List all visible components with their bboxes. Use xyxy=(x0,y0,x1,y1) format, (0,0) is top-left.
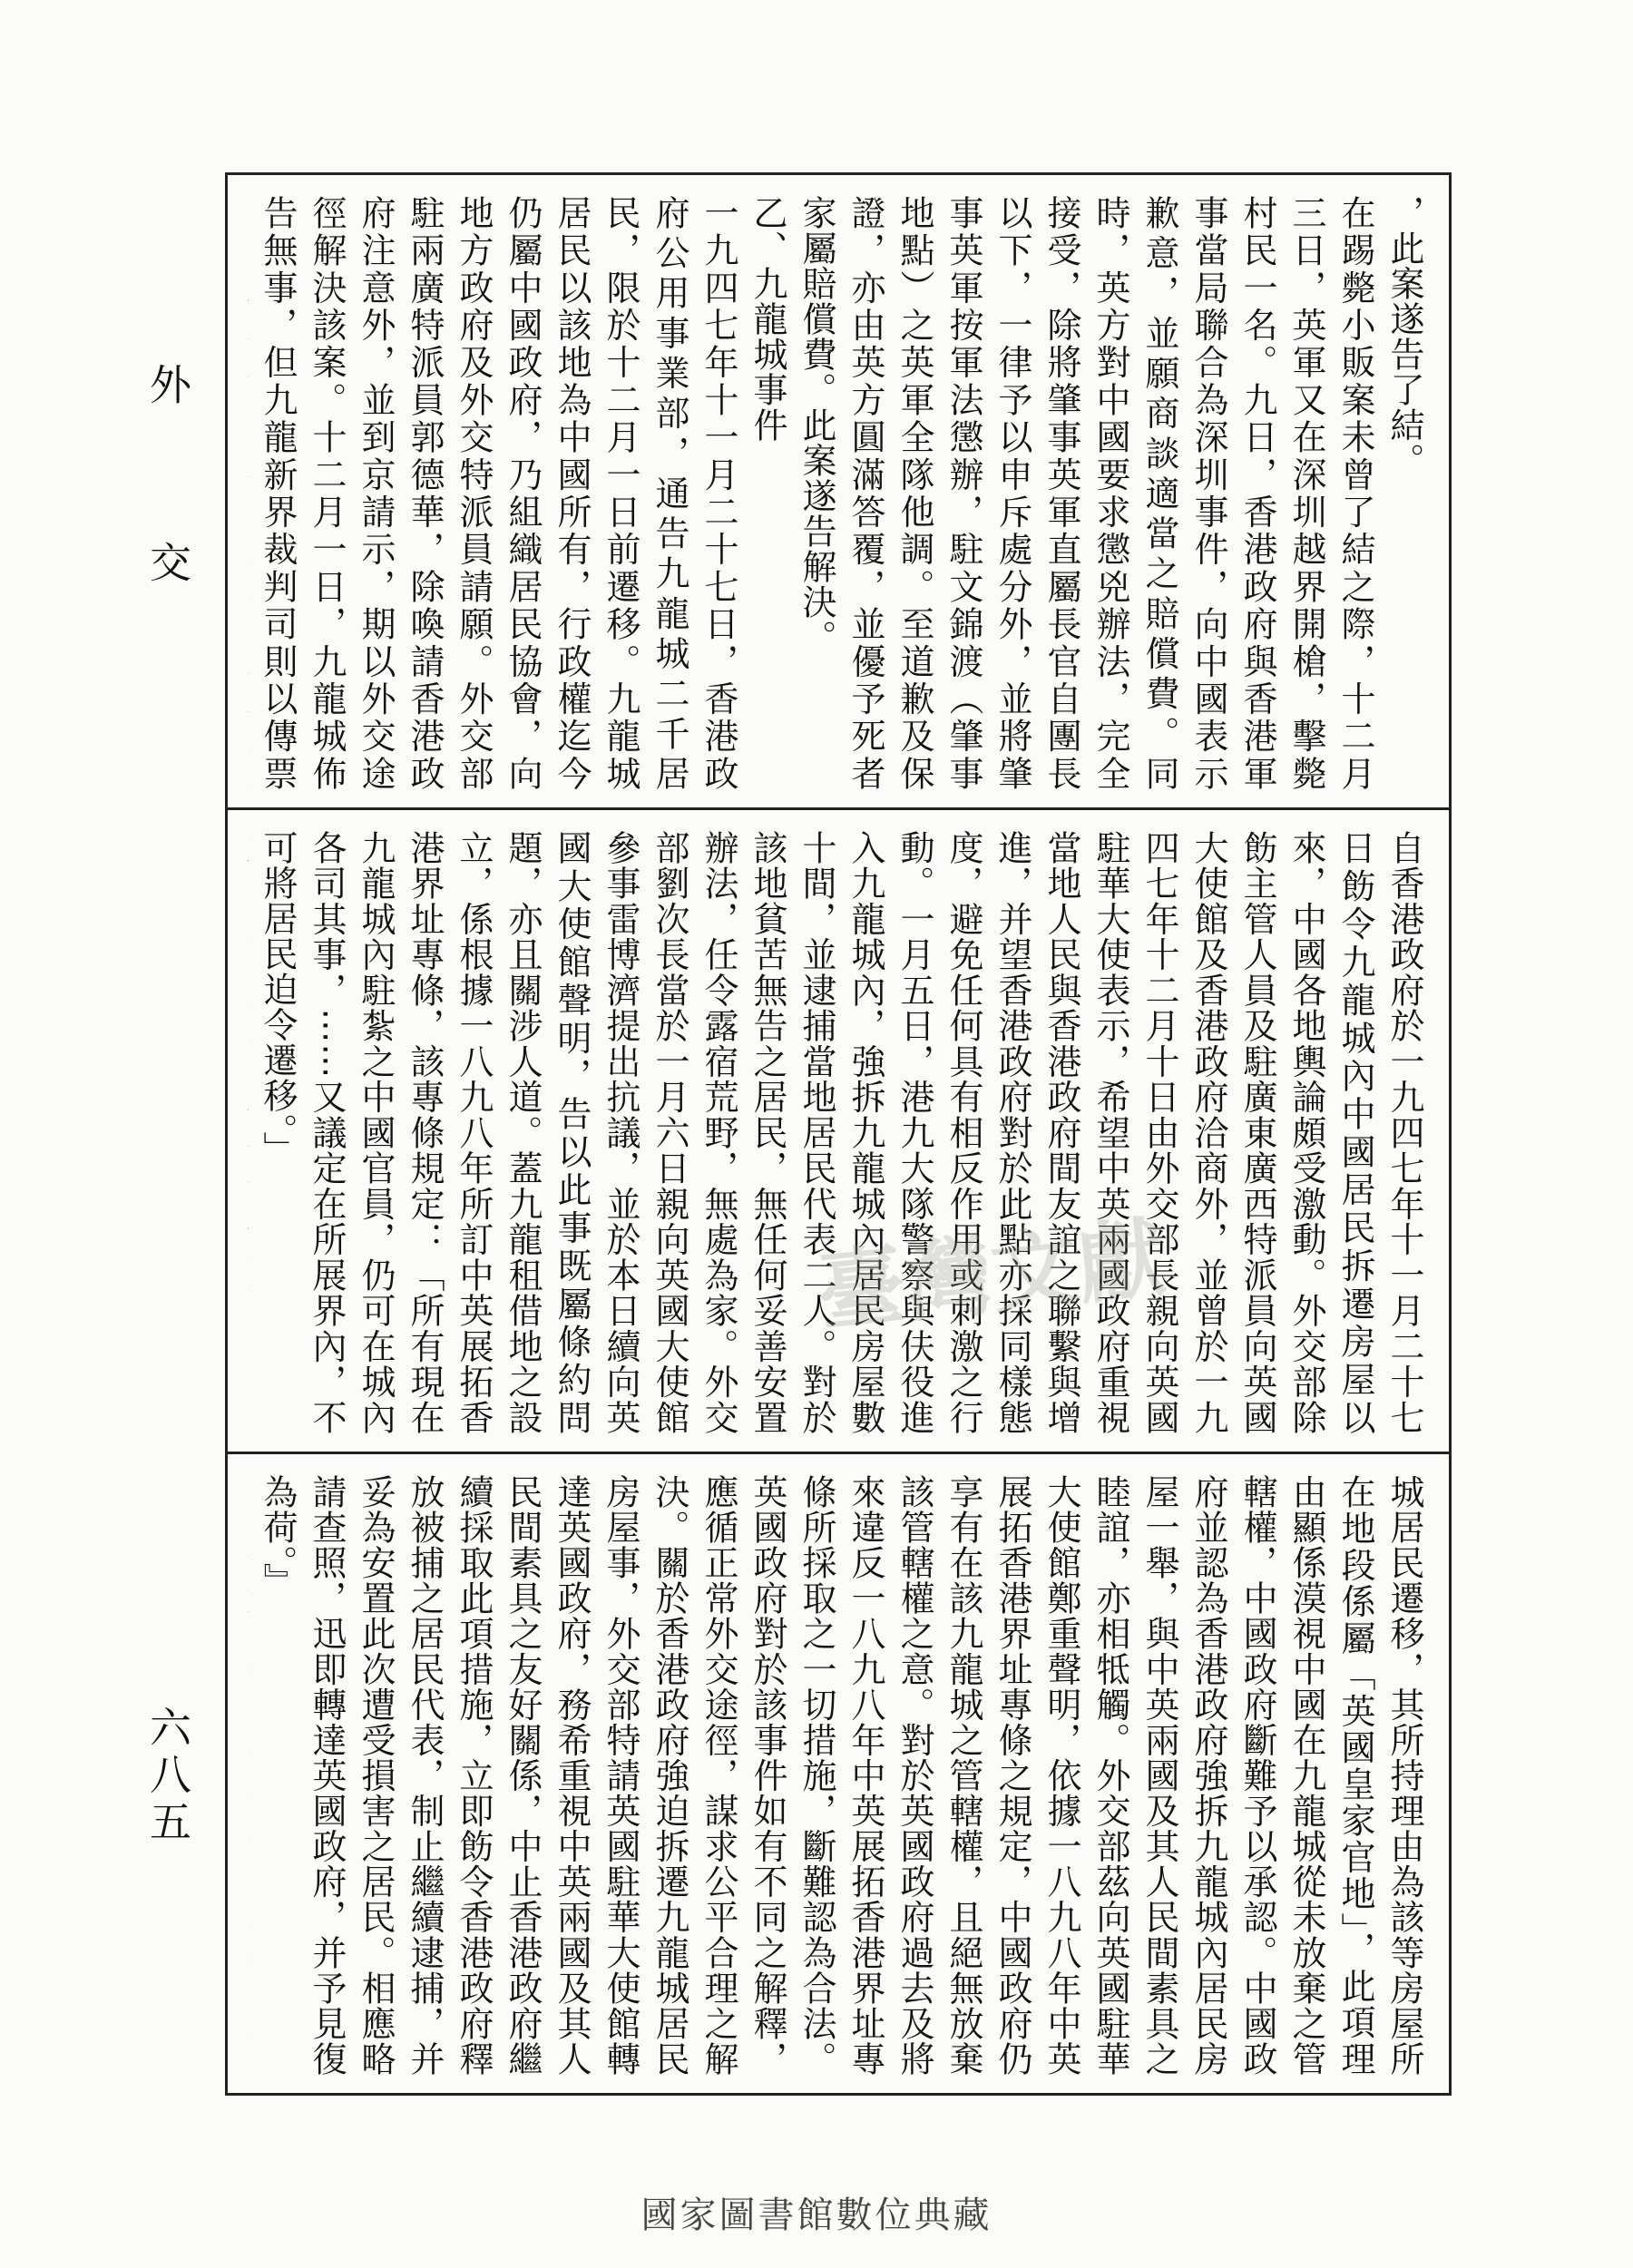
tier-top xyxy=(228,175,1449,810)
tier-bottom xyxy=(228,1454,1449,2093)
tier-middle-text: 自香港政府於一九四七年十一月二十七日飭令九龍城內中國居民拆遷房屋以來，中國各地輿論頗受激動。外交部除飭主管人員及駐廣東廣西特派員向英國大使館及香港政府洽商外，並曾於一九四七年十二月十日由外交部長親向英國駐華大使表示，希望中英兩國政府重視當地人民與香港政府間友誼之聯繫與增進，并望香港政府對於此點亦採同樣態度，避免任何具有相反作用或刺激之行動。一月五日，港九大隊警察與伕役進入九龍城內，強拆九龍城內居民房屋數十間，並逮捕當地居民代表二人。對於該地貧苦無告之居民，無任何妥善安置辦法，任令露宿荒野，無處為家。外交部劉次長當於一月六日親向英國大使館參事雷博濟提出抗議，並於本日續向英國大使館聲明，告以此事既屬條約問題，亦且關涉人道。蓋九龍租借地之設立，係根據一八九八年所訂中英展拓香港界址專條，該專條規定：「所有現在九龍城內駐紮之中國官員，仍可在城內各司其事，⋯⋯又議定在所展界內，不可將居民迫令遷移。」 xyxy=(258,830,1424,1435)
tier-middle xyxy=(228,810,1449,1454)
section-header: 外交 xyxy=(143,363,192,719)
footer-attribution: 國家圖書館數位典藏 xyxy=(640,2195,993,2236)
library-watermark: 臺灣文獻 xyxy=(812,1206,1170,1344)
text-frame xyxy=(225,172,1452,2096)
tier-bottom-text: 城居民遷移，其所持理由為該等房屋所在地段係屬「英國皇家官地」，此項理由顯係漠視中國在九龍城從未放棄之管轄權，中國政府斷難予以承認。中國政府並認為香港政府強拆九龍城內居民房屋一舉，與中英兩國及其人民間素具之睦誼，亦相牴觸。外交部茲向英國駐華大使館鄭重聲明，依據一八九八年中英展拓香港界址專條之規定，中國政府仍享有在該九龍城之管轄權，且絕無放棄該管轄權之意。對於英國政府過去及將來違反一八九八年中英展拓香港界址專條所採取之一切措施，斷難認為合法。英國政府對於該事件如有不同之解釋，應循正常外交途徑，謀求公平合理之解決。關於香港政府強迫拆遷九龍城居民房屋事，外交部特請英國駐華大使館轉達英國政府，務希重視中英兩國及其人民間素具之友好關係，中止香港政府繼續採取此項措施，立即飭令香港政府釋放被捕之居民代表，制止繼續逮捕，并妥為安置此次遭受損害之居民。相應略請查照，迅即轉達英國政府，并予見復為荷。』 xyxy=(258,1474,1424,2077)
page-number: 六八五 xyxy=(143,1706,192,1847)
tier-top-text: ，此案遂告了結。 在踢斃小販案未曾了結之際，十二月三日，英軍又在深圳越界開槍，擊斃村民一名。九日，香港政府與香港軍事當局聯合為深圳事件，向中國表示歉意，並願商談適當之賠償費。同時，英方對中國要求懲兇辦法，完全接受，除將肇事英軍直屬長官自團長以下，一律予以申斥處分外，並將肇事英軍按軍法懲辦，駐文錦渡（肇事地點）之英軍全隊他調。至道歉及保證，亦由英方圓滿答覆，並優予死者家屬賠償費。此案遂告解決。 乙、九龍城事件 一九四七年十一月二十七日，香港政府公用事業部，通告九龍城二千居民，限於十二月一日前遷移。九龍城居民以該地為中國所有，行政權迄今仍屬中國政府，乃組織居民協會，向地方政府及外交特派員請願。外交部駐兩廣特派員郭德華，除喚請香港政府注意外，並到京請示，期以外交途徑解決該案。十二月一日，九龍城佈告無事，但九龍新界裁判司則以傳票 xyxy=(258,195,1424,791)
